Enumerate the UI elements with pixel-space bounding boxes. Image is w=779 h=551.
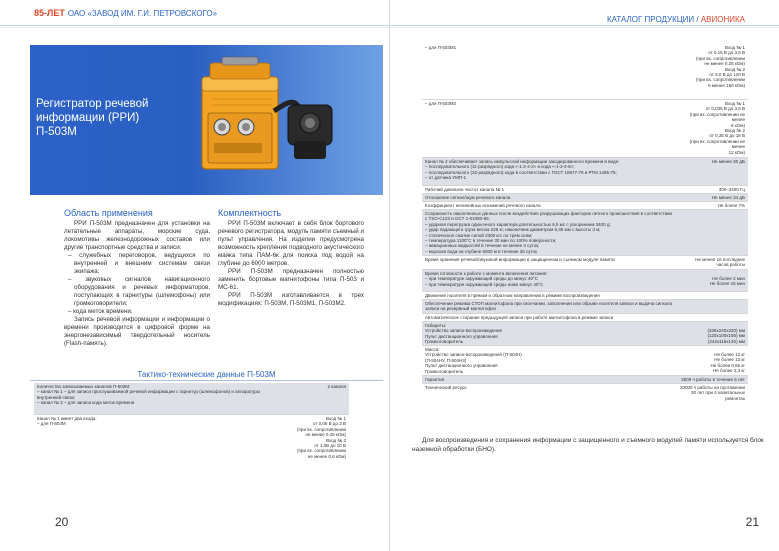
area-paragraph: Запись речевой информации и информации о времени производится в цифровой форме на энергонезависимый твердотельный носитель (Flash-память). — [64, 316, 210, 347]
row-value: Вход № 1 от 0,15 В до 3,5 В (при вх. сопротивлении не менее 0,25 кОм) Вход № 2 от 3,0 В до 120 В (при вх. сопротивлении в менее 160 кОм) — [696, 45, 745, 88]
row-key: Время готовности к работе с момента включения питания: – при температуре окружающей среды до минус 40°С – при температуре окружающей среды ниже минус 40°С — [425, 271, 548, 287]
header-rule — [0, 25, 389, 26]
footnote: Для воспроизведения и сохранения информации с защищенного и съемного модулей памяти используется блок наземной обработки (БНО). — [412, 437, 764, 453]
row-value: Вход № 1 от 0,035 В до 3,5 В (при вх. сопротивлении не менее 6 кОм) Вход № 2 от 0,35 В до 18 В (при вх. сопротивлении не менее 12 кОм) — [689, 101, 745, 155]
page-number-right: 21 — [745, 515, 759, 529]
row-key: Канал № 1 имеет два входа: – для П-503М — [37, 416, 97, 427]
table-row — [422, 314, 748, 322]
table-row — [422, 384, 748, 404]
company-header — [34, 8, 217, 18]
title-band — [30, 45, 383, 195]
table-row — [422, 292, 748, 300]
area-text — [64, 220, 210, 348]
kit-paragraph: РРИ П-503М изготавливается в трех модификациях: П-503М, П-503М1, П-503М2. — [218, 292, 364, 307]
row-key: Время хранения речевой/звуковой информации в защищенном и съемном модуле памяти — [425, 257, 615, 262]
row-value: 2 канала — [327, 384, 346, 389]
row-key: Автоматическое стирание предыдущей записи при работе магнитофона в режиме записи — [425, 315, 614, 320]
row-key: Масса: Устройство записи-воспроизведения (П-504Н) (П-504НУ, П-504Н3) Пульт дистанционного управления Громкоговоритель — [425, 347, 522, 374]
row-key: Коэффициент нелинейных искажений речевого канала — [425, 203, 541, 208]
device-photo — [182, 53, 342, 191]
row-value — [678, 314, 748, 321]
row-key: Сохранность накопленных данных после воздействия разрушающих факторов летного происшествия в соответствии с TSO-C123 и ОСТ 1-01080-95: – ударная перегрузка одиночного характера длительностью 6,5 мс с ускорением 3400 g; – удар падающего груза весом 226 кг, наконечник диаметром 6,35 мм с высоты 3 м; – статическое сжатие силой 2300 кгс по трем осям; – температура 1100°С в течение 30 мин по 100% поверхности; – авиационных жидкостей в течение не менее 3 суток; – морская вода на глубине 6000 м в течение 30 суток — [425, 211, 673, 254]
area-list-item: – кода меток времени. — [68, 308, 133, 315]
row-value — [678, 292, 748, 299]
kit-text — [218, 220, 364, 308]
specs-heading: Тактико-технические данные П-503М — [137, 370, 276, 379]
section-label: АВИОНИКА — [700, 15, 745, 24]
company-name: ОАО «ЗАВОД ИМ. Г.И. ПЕТРОВСКОГО» — [67, 9, 218, 18]
row-key: Гарантия — [425, 377, 445, 382]
table-row — [422, 186, 748, 194]
table-row — [34, 383, 349, 415]
row-value — [678, 210, 748, 255]
row-key: Рабочий диапазон частот канала № 1 — [425, 187, 505, 192]
right-page — [390, 0, 779, 551]
table-row — [422, 270, 748, 292]
table-row — [422, 210, 748, 256]
row-value: 300–3400 Гц — [718, 187, 745, 192]
table-row — [422, 44, 748, 100]
title-line: Регистратор речевой — [36, 98, 149, 110]
area-paragraph: РРИ П-503М предназначен для установки на летательные аппараты, морские суда, локомотивы железнодорожных составов или другие транспортные средства и записи: — [64, 220, 210, 251]
row-value: 2500 ч работы в течение 5 лет — [681, 377, 745, 382]
table-row — [34, 415, 349, 473]
row-key: Количество записываемых каналов П-503М: – канал № 1 – для записи прослушиваемой речевой информации с гарнитур (шлемофонов) и аппаратуры внутренней связи; – канал № 2 – для записи кода меток времени — [37, 384, 260, 406]
catalog-header — [607, 15, 745, 24]
anniversary-label: 85-ЛЕТ — [34, 8, 65, 18]
header-rule-secondary — [390, 27, 779, 28]
row-value: Не менее 34 дБ — [711, 195, 745, 200]
row-key: – для П-503М2 — [425, 101, 457, 106]
row-key: Движение носителя в прямом и обратном направлении в режиме воспроизведения — [425, 293, 600, 298]
row-key: Отношение сигнал/шум речевого канала — [425, 195, 511, 200]
table-row — [422, 376, 748, 384]
row-value: Не более 7% — [717, 203, 745, 208]
header-rule — [390, 25, 779, 26]
row-key: Габариты: Устройство записи-воспроизведения Пульт дистанционного управления Громкоговоритель — [425, 323, 502, 345]
table-row — [422, 194, 748, 202]
table-row — [422, 158, 748, 186]
row-value: Не менее 30 дБ — [711, 159, 745, 164]
row-value: Не более 2 мин Не более 15 мин — [709, 276, 745, 287]
specs-heading-rule — [30, 380, 383, 381]
row-key: Технический ресурс — [425, 385, 467, 390]
title-line: П-503М — [36, 126, 77, 138]
kit-paragraph: РРИ П-503М предназначен полностью заменить бортовые магнитофоны типа П-503 и МС-61. — [218, 268, 364, 291]
area-list-item: – звуковых сигналов навигационного оборудования и речевых информаторов, поступающих в гарнитуры (шлемофоны) или громкоговорители; — [68, 276, 210, 307]
row-key: – для П-503М1 — [425, 45, 457, 50]
product-title — [36, 97, 148, 139]
row-value: Вход № 1 от 0,06 В до 2 В (при вх. сопротивлении не менее 0,25 кОм) Вход № 2 от 1,0В до 10 В (при вх. сопротивлении не менее 0,6 кОм) — [297, 416, 346, 459]
area-list-item: – служебных переговоров, ведущихся по внутренней и внешним системам связи экипажа; — [68, 252, 210, 275]
row-value: 20000 ч работы на протяжении 30 лет при 4 капитальных ремонтах — [680, 385, 745, 401]
spec-table-left — [34, 383, 349, 493]
row-value: Не более 12 кг Не более 13 кг Не более 0,66 кг Не более 2,3 кг — [710, 352, 745, 374]
catalog-label: КАТАЛОГ ПРОДУКЦИИ / — [607, 15, 701, 24]
row-value: (338х240х220) мм (120х100х155) мм (242х116х140) мм — [707, 328, 745, 344]
title-line: информации (РРИ) — [36, 112, 140, 124]
left-page — [0, 0, 389, 551]
area-heading: Область применения — [64, 208, 153, 218]
row-value — [678, 300, 748, 313]
row-key: Обеспечение режима СТОП магнитофона при окончании, заполнении или обрыве носителя записи и выдача сигнала записи на резервный магнитофон — [425, 301, 672, 312]
kit-heading: Комплектность — [218, 208, 282, 218]
table-row — [422, 256, 748, 270]
kit-paragraph: РРИ П-503М включает в себя блок бортового речевого регистратора, модуль памяти съемный и пульт управления. На изделии предусмотрена возможность крепления подводного акустического маяка типа ПАМ-6к для поиска под водой на глубине до 6000 метров. — [218, 220, 364, 267]
page-number-left: 20 — [55, 515, 69, 529]
table-row — [422, 322, 748, 346]
table-row — [422, 100, 748, 158]
row-key: Канал № 2 обеспечивает запись импульсной информации закодированного времени в виде: – последовательного (11-разрядного) кода «-1-2-4-2» и кода «-1-2-4-8»; – последовательного (32-разрядного) кода в соответствии с ГОСТ 18977-79 и РТМ 1495-75; – от датчика УМП-1 — [425, 159, 620, 181]
spec-table-right — [422, 44, 748, 430]
table-row — [422, 346, 748, 376]
table-row — [422, 202, 748, 210]
header-rule-secondary — [0, 27, 389, 28]
table-row — [422, 300, 748, 314]
row-value: Не менее 16 последних часов работы — [695, 257, 745, 268]
